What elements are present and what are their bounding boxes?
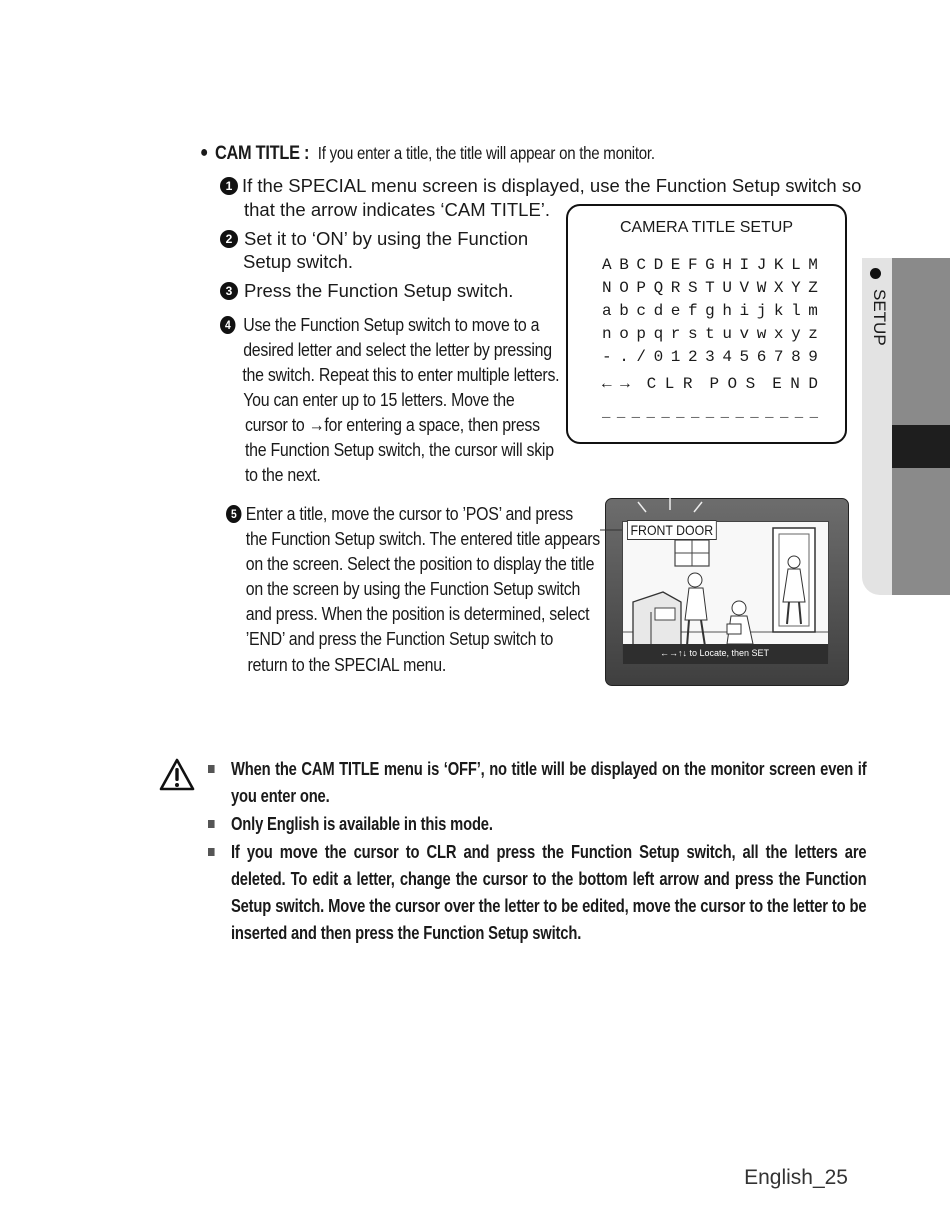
char-4-8[interactable]: u — [722, 325, 732, 343]
title-slot: _ — [705, 405, 715, 421]
step-5-line-6: ’END’ and press the Function Setup switch to — [245, 628, 554, 649]
char-5-7[interactable]: 3 — [705, 348, 715, 366]
char-3-10[interactable]: j — [756, 302, 767, 320]
term-label: CAM TITLE : — [214, 143, 310, 164]
title-entry-slots — [602, 405, 818, 421]
char-4-10[interactable]: w — [756, 325, 767, 343]
step-2-line-2: Setup switch. — [243, 251, 354, 272]
title-slot: _ — [646, 405, 655, 421]
char-5-11[interactable]: 7 — [773, 348, 784, 366]
char-1-5[interactable]: E — [670, 256, 681, 274]
char-4-6[interactable]: s — [687, 325, 698, 343]
char-1-12[interactable]: L — [791, 256, 801, 274]
char-5-10[interactable]: 6 — [756, 348, 767, 366]
char-3-8[interactable]: h — [722, 302, 732, 320]
char-6-1[interactable]: ← — [602, 375, 612, 393]
char-4-13[interactable]: z — [808, 325, 818, 343]
page-number: English_25 — [744, 1166, 848, 1189]
char-2-5[interactable]: R — [670, 279, 681, 297]
step-number-5: 5 — [226, 505, 241, 523]
title-slot: _ — [616, 405, 626, 421]
title-slot: _ — [676, 405, 685, 421]
char-5-8[interactable]: 4 — [722, 348, 732, 366]
note-3-text: If you move the cursor to CLR and press the Function Setup switch, all the letters are deleted. To edit a letter, change the cursor to the bottom left arrow and press the Function Setup switch. Move the cursor over the letter to be edited, move the cursor to the letter to be inserted and then press the Function Setup switch. — [230, 842, 867, 943]
char-2-9[interactable]: V — [739, 279, 750, 297]
char-6-8[interactable]: P — [709, 375, 720, 393]
char-3-11[interactable]: k — [773, 302, 784, 320]
char-6-6[interactable]: R — [682, 375, 693, 393]
char-5-6[interactable]: 2 — [687, 348, 698, 366]
square-bullet-icon — [208, 848, 215, 856]
char-3-1[interactable]: a — [602, 302, 612, 320]
locate-hint: ←→↑↓ to Locate, then SET — [660, 648, 770, 658]
char-1-4[interactable]: D — [653, 256, 664, 274]
title-slot: _ — [794, 405, 804, 421]
step-number-3: 3 — [220, 282, 238, 300]
char-row-3 — [602, 302, 818, 320]
step-5-line-5: and press. When the position is determined, select — [245, 603, 590, 624]
char-1-7[interactable]: G — [705, 256, 715, 274]
char-3-5[interactable]: e — [670, 302, 681, 320]
title-slot: _ — [779, 405, 789, 421]
step-1-line-1: If the SPECIAL menu screen is displayed, use the Function Setup switch so — [242, 175, 862, 196]
char-1-1[interactable]: A — [602, 256, 612, 274]
side-tab-label-wrap — [869, 289, 889, 359]
step-4-line-3: the switch. Repeat this to enter multiple letters. — [242, 364, 560, 385]
char-6-4[interactable]: C — [646, 375, 657, 393]
char-4-11[interactable]: x — [773, 325, 784, 343]
char-2-10[interactable]: W — [756, 279, 767, 297]
term-description: If you enter a title, the title will appear on the monitor. — [317, 143, 655, 163]
char-2-2[interactable]: O — [619, 279, 629, 297]
step-number-1: 1 — [220, 177, 238, 195]
char-2-12[interactable]: Y — [791, 279, 801, 297]
step-4-line-1: Use the Function Setup switch to move to a — [243, 314, 540, 335]
setup-bullet-icon — [870, 268, 881, 279]
char-2-7[interactable]: T — [705, 279, 715, 297]
char-4-1[interactable]: n — [602, 325, 612, 343]
step-5-line-1: Enter a title, move the cursor to ’POS’ and press — [245, 503, 574, 524]
char-3-2[interactable]: b — [619, 302, 629, 320]
char-4-5[interactable]: r — [670, 325, 681, 343]
char-1-10[interactable]: J — [756, 256, 767, 274]
char-5-5[interactable]: 1 — [670, 348, 681, 366]
char-3-3[interactable]: c — [636, 302, 646, 320]
char-2-4[interactable]: Q — [653, 279, 664, 297]
step-4-line-4: You can enter up to 15 letters. Move the — [243, 389, 515, 410]
step-4-line-2: desired letter and select the letter by pressing — [243, 339, 552, 360]
char-2-13[interactable]: Z — [808, 279, 818, 297]
char-1-11[interactable]: K — [773, 256, 784, 274]
char-6-14[interactable]: D — [808, 375, 818, 393]
char-1-3[interactable]: C — [636, 256, 646, 274]
char-2-11[interactable]: X — [773, 279, 784, 297]
char-4-3[interactable]: p — [636, 325, 646, 343]
char-row-2 — [602, 279, 818, 297]
square-bullet-icon — [208, 820, 215, 828]
title-slot: _ — [602, 405, 611, 421]
step-5-line-2: the Function Setup switch. The entered title appears — [245, 528, 600, 549]
title-slot: _ — [735, 405, 744, 421]
title-slot: _ — [765, 405, 774, 421]
step-4-line-5: cursor to →for entering a space, then press — [244, 414, 540, 435]
title-slot: _ — [661, 405, 670, 421]
char-5-1[interactable]: - — [602, 348, 612, 366]
char-5-13[interactable]: 9 — [808, 348, 818, 366]
char-1-9[interactable]: I — [739, 256, 750, 274]
step-4-line-7: to the next. — [244, 464, 321, 485]
char-row-1 — [602, 256, 818, 274]
char-5-4[interactable]: 0 — [653, 348, 664, 366]
char-3-9[interactable]: i — [739, 302, 750, 320]
char-2-6[interactable]: S — [687, 279, 698, 297]
char-3-13[interactable]: m — [808, 302, 818, 320]
char-6-9[interactable]: O — [727, 375, 738, 393]
square-bullet-icon — [208, 765, 215, 773]
char-3-12[interactable]: l — [791, 302, 801, 320]
note-3 — [208, 839, 867, 947]
char-1-2[interactable]: B — [619, 256, 629, 274]
title-slot: _ — [750, 405, 759, 421]
step-1-line-2: that the arrow indicates ‘CAM TITLE’. — [244, 199, 551, 220]
char-2-8[interactable]: U — [722, 279, 732, 297]
front-door-title-overlay: FRONT DOOR — [627, 520, 717, 540]
title-slot: _ — [631, 405, 641, 421]
char-row-4 — [602, 325, 818, 343]
char-row-6 — [602, 375, 818, 393]
note-1-text: When the CAM TITLE menu is ‘OFF’, no title will be displayed on the monitor screen even if you enter one. — [230, 759, 867, 806]
char-3-6[interactable]: f — [687, 302, 698, 320]
char-5-3[interactable]: / — [636, 348, 646, 366]
note-1 — [208, 756, 867, 810]
char-3-7[interactable]: g — [705, 302, 715, 320]
char-1-8[interactable]: H — [722, 256, 732, 274]
char-1-6[interactable]: F — [687, 256, 698, 274]
char-6-5[interactable]: L — [664, 375, 675, 393]
char-5-9[interactable]: 5 — [739, 348, 750, 366]
caution-icon — [158, 757, 196, 793]
camera-title-setup-panel — [566, 204, 847, 444]
char-1-13[interactable]: M — [808, 256, 818, 274]
title-slot: _ — [690, 405, 700, 421]
cam-title-heading — [200, 143, 655, 165]
char-4-7[interactable]: t — [705, 325, 715, 343]
step-3-line-1: Press the Function Setup switch. — [244, 280, 514, 301]
camera-title-setup-heading: CAMERA TITLE SETUP — [619, 219, 794, 236]
char-2-3[interactable]: P — [636, 279, 646, 297]
char-4-2[interactable]: o — [619, 325, 629, 343]
step-number-2: 2 — [220, 230, 238, 248]
note-2-text: Only English is available in this mode. — [230, 814, 493, 834]
title-slot: _ — [809, 405, 818, 421]
char-3-4[interactable]: d — [653, 302, 664, 320]
char-6-13[interactable]: N — [790, 375, 800, 393]
char-4-12[interactable]: y — [791, 325, 801, 343]
step-5-line-4: on the screen by using the Function Setup switch — [245, 578, 581, 599]
step-5-line-3: on the screen. Select the position to display the title — [245, 553, 595, 574]
step-5-line-7: return to the SPECIAL menu. — [247, 654, 446, 675]
step-2-line-1: Set it to ‘ON’ by using the Function — [244, 228, 529, 249]
side-tab-label: SETUP — [870, 289, 889, 346]
char-5-2[interactable]: . — [619, 348, 629, 366]
char-6-10[interactable]: S — [745, 375, 756, 393]
char-4-4[interactable]: q — [653, 325, 664, 343]
char-2-1[interactable]: N — [602, 279, 612, 297]
step-number-4: 4 — [220, 316, 235, 334]
step-4-line-6: the Function Setup switch, the cursor will skip — [244, 439, 554, 460]
bullet-icon: ● — [200, 144, 209, 161]
char-5-12[interactable]: 8 — [791, 348, 801, 366]
note-2 — [208, 811, 766, 838]
title-slot: _ — [720, 405, 730, 421]
char-6-2[interactable]: → — [620, 375, 630, 393]
side-tab-marker — [892, 425, 950, 468]
char-row-5 — [602, 348, 818, 366]
char-4-9[interactable]: v — [739, 325, 750, 343]
char-6-12[interactable]: E — [772, 375, 782, 393]
